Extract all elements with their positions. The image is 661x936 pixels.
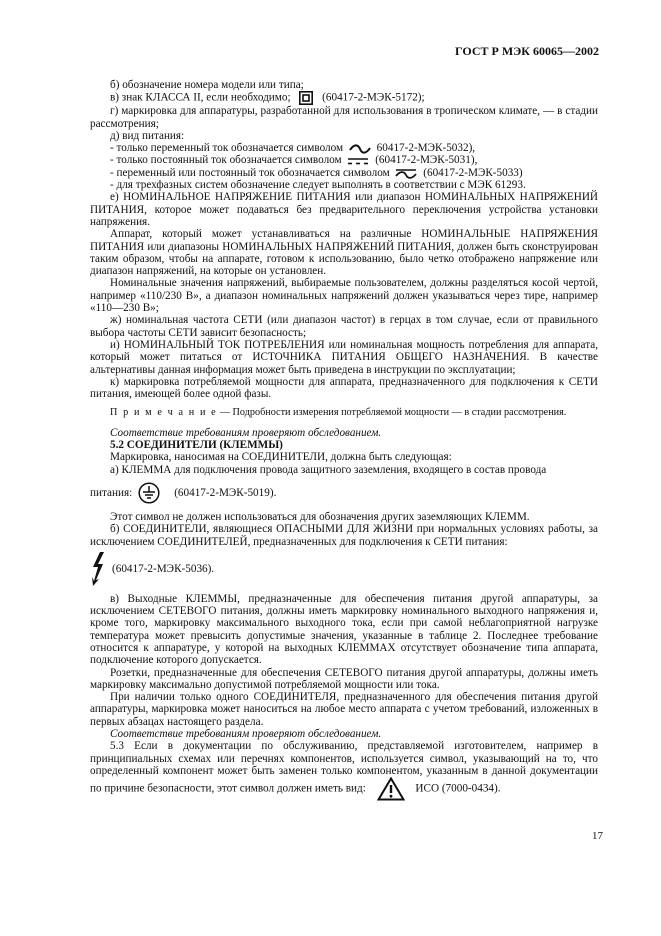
paragraph-sockets: Розетки, предназначенные для обеспечения СЕТЕВОГО питания другой аппаратуры, должны иметь маркировку максимально допустимой потребляемой мощности или тока. [90,666,598,691]
page-number: 17 [592,830,603,842]
note-text: — Подробности измерения потребляемой мощности — в стадии рассмотрения. [217,407,567,419]
section-5-2-heading: 5.2 СОЕДИНИТЕЛИ (КЛЕММЫ) [110,439,283,452]
item-d2-ref: (60417-2-МЭК-5031), [375,154,478,167]
paragraph-nominal: Номинальные значения напряжений, выбираемые пользователем, должны разделяться косой чертой, например «110/230 В», а диапазон номинальных напряжений должен указываться через тире, например «110—230 В»; [90,277,598,315]
ac-icon [349,144,371,154]
warning-triangle-icon [377,777,405,801]
note [90,407,598,419]
item-zh: ж) номинальная частота СЕТИ (или диапазон частот) в герцах в том случае, если от правильного выбора частоты СЕТИ зависит безопасность; [90,314,598,339]
class-ii-icon [299,91,313,105]
item-d1 [90,142,598,154]
paragraph-marking: Маркировка, наносимая на СОЕДИНИТЕЛИ, должна быть следующая: [110,451,452,464]
item-a: а) КЛЕММА для подключения провода защитного заземления, входящего в состав провода [110,463,547,476]
item-g: г) маркировка для аппаратуры, разработанной для использования в тропическом климате, — в стадии рассмотрения; [90,105,598,130]
item-a-text: питания: [90,486,133,499]
dangerous-voltage-row [90,552,598,586]
compliance-check-1: Соответствие требованиям проверяют обследованием. [110,426,382,439]
item-v-text: в) знак КЛАССА II, если необходимо; [110,91,291,104]
paragraph-apparatus: Аппарат, который может устанавливаться на различные НОМИНАЛЬНЫЕ НАПРЯЖЕНИЯ ПИТАНИЯ или диапазоны НОМИНАЛЬНЫХ НАПРЯЖЕНИЙ ПИТАНИЯ, должен быть сконструирован таким образом, чтобы на аппарате, готовом к использованию, было четко отображено напряжение или диапазон напряжений, на которые он установлен. [90,228,598,278]
item-d3 [90,167,598,179]
item-d1-ref: 60417-2-МЭК-5032), [376,142,476,155]
item-d2-text: - только постоянный ток обозначается символом [110,154,342,167]
item-d1-text: - только переменный ток обозначается символом [110,142,344,155]
compliance-check-2: Соответствие требованиям проверяют обследованием. [110,728,382,741]
ac-dc-icon [395,168,417,179]
section-5-3-ref: ИСО (7000-0434). [415,782,501,795]
item-k: к) маркировка потребляемой мощности для аппарата, предназначенного для подключения к СЕТИ питания, имеющей более одной фазы. [90,375,598,401]
paragraph-earth-note: Этот символ не должен использоваться для обозначения других заземляющих КЛЕММ. [110,510,530,523]
item-d3-text: - переменный или постоянный ток обозначается символом [110,166,390,179]
document-body [90,79,598,801]
item-a-continued [90,482,598,504]
dc-icon [347,157,369,165]
page-header: ГОСТ Р МЭК 60065—2002 [455,44,599,58]
item-vv: в) Выходные КЛЕММЫ, предназначенные для обеспечения питания другой аппаратуры, за исключением СЕТЕВОГО питания, должны иметь маркировку номинального выходного напряжения и, кроме того, маркировку максимального выходного тока, если при самой неблагоприятной нагрузке температура может превысить допустимые значения, указанные в таблице 2. Последнее требование относится к аппаратуре, у которой на выходных КЛЕММАХ отсутствует обозначение типа аппарата, подключение которого допускается. [90,592,598,667]
item-d3-ref: (60417-2-МЭК-5033) [423,166,523,179]
item-v-ref: (60417-2-МЭК-5172); [322,91,425,104]
item-d: д) вид питания: [110,129,185,142]
item-bb: б) СОЕДИНИТЕЛИ, являющиеся ОПАСНЫМИ ДЛЯ ЖИЗНИ при нормальных условиях работы, за исключением СОЕДИНИТЕЛЕЙ, предназначенных для подключения к СЕТИ питания: [90,523,598,548]
item-d2 [90,154,598,166]
item-b: б) обозначение номера модели или типа; [110,79,304,91]
item-a-ref: (60417-2-МЭК-5019). [174,486,277,499]
note-label: П р и м е ч а н и е [110,407,218,419]
dangerous-voltage-icon [90,552,106,586]
item-e: е) НОМИНАЛЬНОЕ НАПРЯЖЕНИЕ ПИТАНИЯ или диапазон НОМИНАЛЬНЫХ НАПРЯЖЕНИЙ ПИТАНИЯ, которое может подаваться без предварительного переключения устройства установки напряжения. [90,191,598,228]
item-v [90,91,598,105]
dangerous-voltage-ref: (60417-2-МЭК-5036). [112,562,215,575]
item-d4: - для трехфазных систем обозначение следует выполнять в соответствии с МЭК 61293. [110,179,526,192]
section-5-3-text: 5.3 Если в документации по обслуживанию, представляемой изготовителем, например в принципиальных схемах или перечнях компонентов, используется символ, указывающий на то, что определенный компонент может быть заменен только компонентом, указанным в данной документации по причине безопасности, этот символ должен иметь вид: [90,740,598,795]
paragraph-single-connector: При наличии только одного СОЕДИНИТЕЛЯ, предназначенного для обеспечения питания другой аппаратуры, маркировка может наноситься на любое место аппарата с учетом требований, изложенных в первых абзацах настоящего раздела. [90,691,598,728]
item-i: и) НОМИНАЛЬНЫЙ ТОК ПОТРЕБЛЕНИЯ или номинальная мощность потребления для аппарата, который может питаться от ИСТОЧНИКА ПИТАНИЯ ОБЩЕГО НАЗНАЧЕНИЯ. В качестве альтернативы данная информация может быть приведена в инструкции по эксплуатации; [90,338,598,376]
section-5-3 [90,740,598,801]
protective-earth-icon [138,482,160,504]
